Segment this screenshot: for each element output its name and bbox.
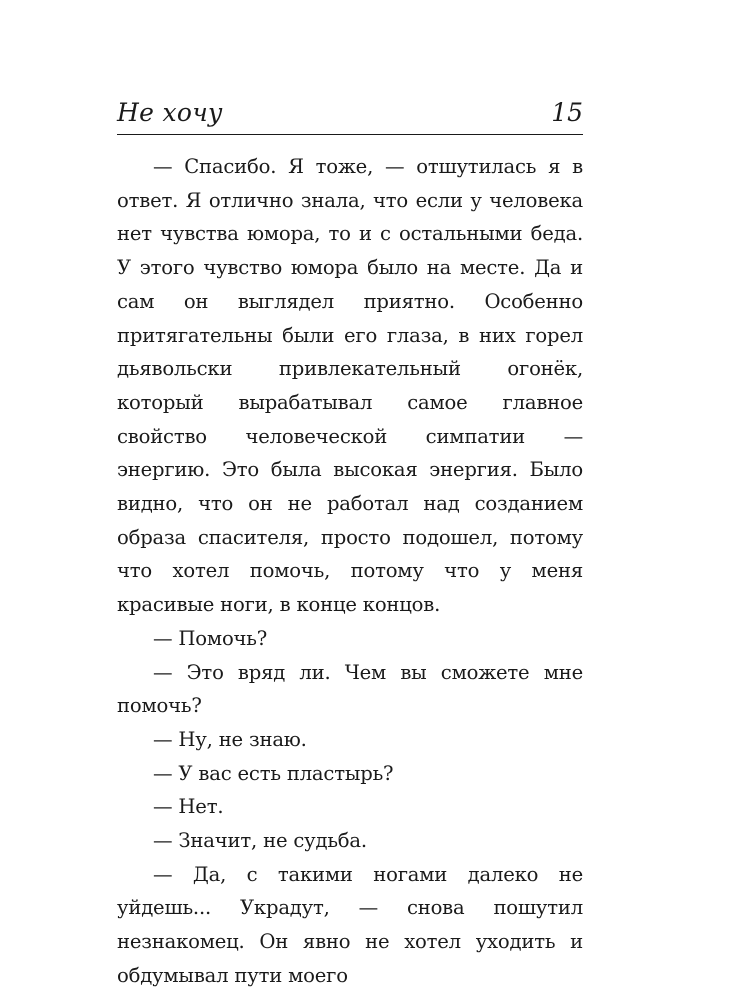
paragraph-5: — У вас есть пластырь?: [153, 761, 394, 785]
page-body: [117, 150, 583, 993]
running-header: [117, 96, 583, 132]
paragraph-1: — Спасибо. Я тоже, — отшутилась я в ответ. Я отлично знала, что если у человека нет чувства юмора, то и с остальными беда. У этого чувство юмора было на месте. Да и сам он выглядел приятно. Особенно притягательны были его глаза, в них горел дьявольски привлекательный огонёк, который вырабатывал самое главное свойство человеческой симпатии — энергию. Это была высокая энергия. Было видно, что он не работал над созданием образа спасителя, просто подошел, потому что хотел помочь, потому что у меня красивые ноги, в конце концов.: [117, 155, 583, 617]
paragraph-8: — Да, с такими ногами далеко не уйдешь... Украдут, — снова пошутил незнакомец. Он явно не хотел уходить и обдумывал пути моего: [117, 862, 583, 987]
paragraph-2: — Помочь?: [153, 626, 268, 650]
header-rule: [117, 134, 583, 135]
book-title: Не хочу: [117, 98, 223, 127]
paragraph-3: — Это вряд ли. Чем вы сможете мне помочь?: [117, 660, 583, 718]
paragraph-6: — Нет.: [153, 795, 224, 819]
page-number: 15: [551, 98, 583, 127]
paragraph-7: — Значит, не судьба.: [153, 829, 367, 853]
paragraph-4: — Ну, не знаю.: [153, 727, 307, 751]
